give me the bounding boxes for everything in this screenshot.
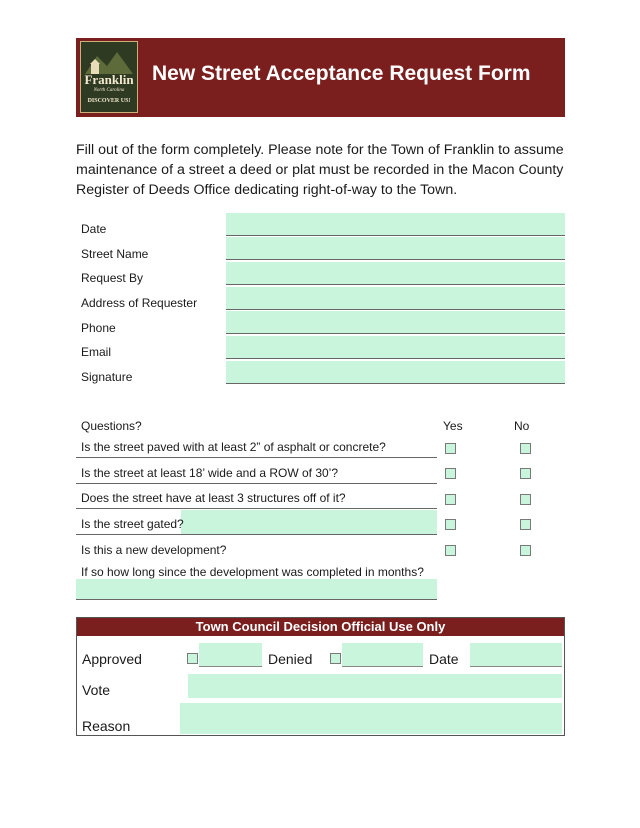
email-label: Email xyxy=(81,345,112,359)
street-name-field[interactable] xyxy=(226,237,565,260)
email-field[interactable] xyxy=(226,336,565,359)
address-label: Address of Requester xyxy=(81,296,198,310)
denied-label: Denied xyxy=(268,651,313,667)
council-date-field[interactable] xyxy=(470,643,562,667)
approved-field[interactable] xyxy=(199,643,262,667)
approved-label: Approved xyxy=(82,651,142,667)
question-structures: Does the street have at least 3 structures off of it? xyxy=(81,491,346,505)
phone-label: Phone xyxy=(81,321,116,335)
question-new-development: Is this a new development? xyxy=(81,543,227,557)
page-title: New Street Acceptance Request Form xyxy=(152,62,531,85)
street-name-label: Street Name xyxy=(81,247,149,261)
no-header: No xyxy=(514,419,530,433)
paved-no-checkbox[interactable] xyxy=(520,443,531,454)
date-label: Date xyxy=(81,222,107,236)
logo-name: Franklin xyxy=(84,72,134,87)
phone-field[interactable] xyxy=(226,311,565,334)
question-gated: Is the street gated? xyxy=(81,517,184,531)
logo-tagline: DISCOVER US! xyxy=(87,98,131,104)
questions-header: Questions? xyxy=(81,419,142,433)
council-date-label: Date xyxy=(429,651,459,667)
intro-paragraph: Fill out of the form completely. Please note for the Town of Franklin to assume maintenance of a street a deed or plat must be recorded in the Macon County Register of Deeds Office dedicating right-of-way to the Town. xyxy=(76,142,564,198)
denied-checkbox[interactable] xyxy=(330,653,341,664)
request-by-label: Request By xyxy=(81,271,144,285)
council-title: Town Council Decision Official Use Only xyxy=(77,618,564,636)
structures-no-checkbox[interactable] xyxy=(520,494,531,505)
address-field[interactable] xyxy=(226,287,565,310)
date-field[interactable] xyxy=(226,213,565,236)
question-paved: Is the street paved with at least 2” of asphalt or concrete? xyxy=(81,440,386,454)
franklin-logo xyxy=(80,41,138,113)
denied-field[interactable] xyxy=(342,643,423,667)
signature-field[interactable] xyxy=(226,361,565,384)
divider xyxy=(76,534,437,535)
divider xyxy=(76,483,437,484)
width-yes-checkbox[interactable] xyxy=(445,468,456,479)
structures-yes-checkbox[interactable] xyxy=(445,494,456,505)
paved-yes-checkbox[interactable] xyxy=(445,443,456,454)
development-yes-checkbox[interactable] xyxy=(445,545,456,556)
reason-field[interactable] xyxy=(180,703,562,734)
gated-yes-checkbox[interactable] xyxy=(445,519,456,530)
question-width: Is the street at least 18’ wide and a ROW of 30’? xyxy=(81,466,339,480)
development-no-checkbox[interactable] xyxy=(520,545,531,556)
question-followup: If so how long since the development was completed in months? xyxy=(81,565,424,579)
request-by-field[interactable] xyxy=(226,262,565,285)
divider xyxy=(76,457,437,458)
gated-field[interactable] xyxy=(181,510,437,534)
gated-no-checkbox[interactable] xyxy=(520,519,531,530)
approved-checkbox[interactable] xyxy=(187,653,198,664)
yes-header: Yes xyxy=(443,419,463,433)
vote-label: Vote xyxy=(82,682,111,698)
divider xyxy=(76,508,437,509)
logo-state: North Carolina xyxy=(93,88,125,93)
vote-field[interactable] xyxy=(188,674,562,698)
months-field[interactable] xyxy=(76,579,437,600)
width-no-checkbox[interactable] xyxy=(520,468,531,479)
signature-label: Signature xyxy=(81,370,133,384)
reason-label: Reason xyxy=(82,718,131,734)
